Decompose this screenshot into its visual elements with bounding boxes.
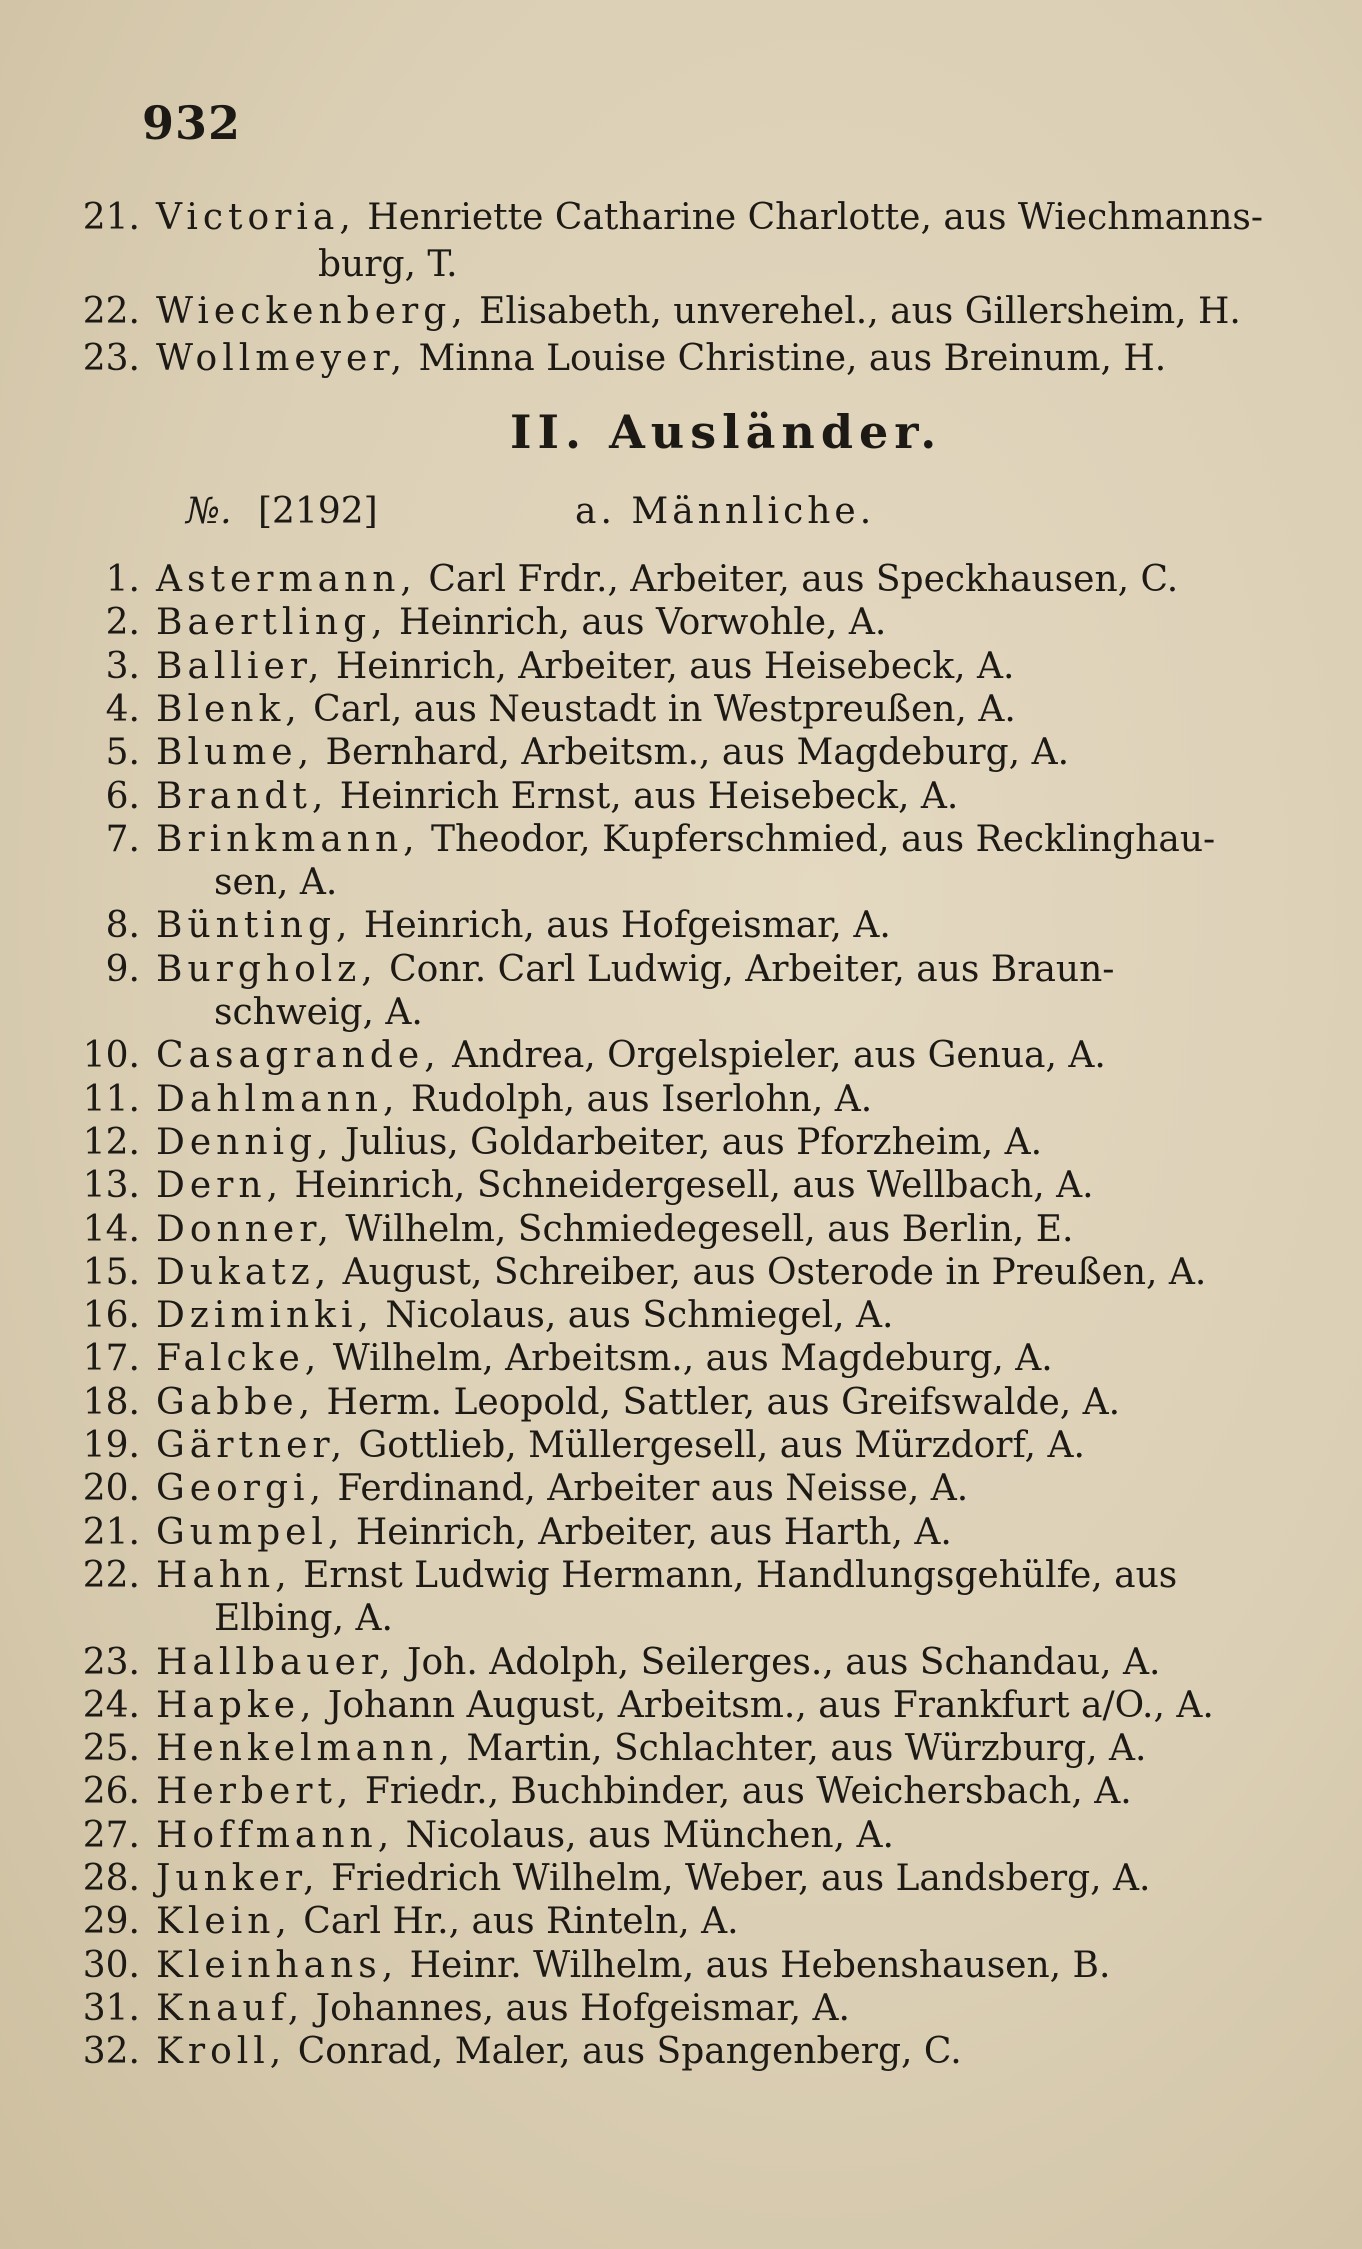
entry-number: 5. <box>105 732 140 774</box>
entry-name: Hoffmann, <box>156 1814 395 1856</box>
list-item <box>62 948 1114 992</box>
list-item <box>62 1511 952 1555</box>
entry-number: 32. <box>82 2031 140 2073</box>
entry-details: Heinrich, Arbeiter, aus Harth, A. <box>344 1511 952 1553</box>
entry-name: Hapke, <box>156 1684 317 1726</box>
list-item <box>62 337 1166 381</box>
list-item <box>62 645 1014 689</box>
list-item <box>62 1294 894 1338</box>
entry-name: Donner, <box>156 1208 334 1250</box>
list-item <box>62 1641 1160 1685</box>
entry-details: Theodor, Kupferschmied, aus Recklinghau- <box>419 818 1216 860</box>
entry-continuation: sen, A. <box>214 862 338 904</box>
entry-details: Heinrich, aus Vorwohle, A. <box>387 602 887 644</box>
entry-name: Gumpel, <box>156 1511 345 1553</box>
entry-details: Heinrich, Arbeiter, aus Heisebeck, A. <box>324 645 1015 687</box>
entry-details: Conr. Carl Ludwig, Arbeiter, aus Braun- <box>377 948 1115 990</box>
list-item <box>62 1467 968 1511</box>
entry-number: 30. <box>82 1944 140 1986</box>
entry-number: 24. <box>82 1684 140 1726</box>
entry-number: 6. <box>105 775 140 817</box>
entry-name: Dukatz, <box>156 1251 332 1293</box>
entry-number: 21. <box>82 197 140 238</box>
list-item <box>62 1208 1074 1252</box>
entry-number: 10. <box>82 1035 140 1077</box>
list-item <box>62 1900 739 1944</box>
list-item <box>62 1251 1206 1295</box>
entry-name: Dziminki, <box>156 1295 374 1337</box>
list-item <box>62 1727 1147 1771</box>
entry-number: 21. <box>82 1511 140 1553</box>
entry-continuation: Elbing, A. <box>214 1598 393 1640</box>
entry-continuation: schweig, A. <box>214 992 423 1033</box>
entry-details: Friedr., Buchbinder, aus Weichersbach, A. <box>353 1771 1132 1813</box>
entry-details: Ferdinand, Arbeiter aus Neisse, A. <box>325 1468 969 1510</box>
list-item <box>62 775 958 819</box>
list-item <box>62 1121 1042 1165</box>
entry-number: 13. <box>82 1165 140 1207</box>
entry-name: Victoria, <box>156 197 356 238</box>
entry-number: 31. <box>82 1987 140 2029</box>
entry-details: Ernst Ludwig Hermann, Handlungsgehülfe, aus <box>291 1554 1178 1596</box>
page-number: 932 <box>142 96 242 150</box>
entry-number: 9. <box>105 948 140 990</box>
entry-details: Johannes, aus Hofgeismar, A. <box>304 1987 850 2029</box>
entry-number: 3. <box>105 645 140 687</box>
entry-details: Julius, Goldarbeiter, aus Pforzheim, A. <box>333 1121 1043 1163</box>
list-item <box>62 290 1241 334</box>
entry-details: Minna Louise Christine, aus Breinum, H. <box>407 338 1167 379</box>
entry-details: Conrad, Maler, aus Spangenberg, C. <box>286 2031 962 2073</box>
entry-name: Dahlmann, <box>156 1078 400 1120</box>
list-item <box>62 731 1069 775</box>
entry-name: Wieckenberg, <box>156 291 468 332</box>
entry-details: Nicolaus, aus Schmiegel, A. <box>373 1295 894 1337</box>
entry-name: Casagrande, <box>156 1035 441 1077</box>
entry-details: Heinrich, aus Hofgeismar, A. <box>352 905 891 947</box>
list-item <box>62 1381 1120 1425</box>
list-item <box>62 1034 1106 1078</box>
list-item <box>62 1164 1094 1208</box>
entry-number: 22. <box>82 1554 140 1596</box>
entry-name: Blume, <box>156 732 315 774</box>
subheader-number-sign: №. <box>186 491 232 532</box>
entry-details: Nicolaus, aus München, A. <box>394 1814 894 1856</box>
entry-number: 23. <box>82 1641 140 1683</box>
subheader-id: [2192] <box>258 491 378 532</box>
entry-name: Ballier, <box>156 645 325 687</box>
entry-details: Johann August, Arbeitsm., aus Frankfurt a/O., A. <box>316 1684 1214 1726</box>
list-item <box>62 1944 1110 1988</box>
entry-name: Gabbe, <box>156 1381 316 1423</box>
entry-name: Kleinhans, <box>156 1944 399 1986</box>
entry-details: Carl, aus Neustadt in Westpreußen, A. <box>301 688 1016 730</box>
entry-name: Bünting, <box>156 905 353 947</box>
entry-number: 11. <box>82 1078 140 1120</box>
entry-details: Bernhard, Arbeitsm., aus Magdeburg, A. <box>314 732 1070 774</box>
entry-details: Friedrich Wilhelm, Weber, aus Landsberg, A. <box>319 1858 1151 1899</box>
entry-number: 7. <box>105 818 140 860</box>
entry-number: 26. <box>82 1771 140 1813</box>
list-item <box>62 1684 1214 1728</box>
entry-details: Carl Frdr., Arbeiter, aus Speckhausen, C. <box>416 559 1179 600</box>
entry-details: Heinrich Ernst, aus Heisebeck, A. <box>328 775 959 817</box>
entry-name: Georgi, <box>156 1468 326 1510</box>
entry-number: 4. <box>105 688 140 730</box>
entry-details: Joh. Adolph, Seilerges., aus Schandau, A. <box>395 1641 1161 1683</box>
entry-name: Kroll, <box>156 2031 287 2073</box>
entry-details: Wilhelm, Schmiedegesell, aus Berlin, E. <box>333 1208 1074 1250</box>
entry-number: 20. <box>82 1468 140 1510</box>
entry-details: Elisabeth, unverehel., aus Gillersheim, H. <box>467 291 1241 332</box>
list-item <box>62 1078 872 1122</box>
section-title: II. Ausländer. <box>510 405 943 459</box>
entry-name: Gärtner, <box>156 1425 348 1466</box>
entry-name: Brandt, <box>156 775 329 817</box>
entry-number: 16. <box>82 1295 140 1337</box>
entry-name: Hahn, <box>156 1554 292 1596</box>
entry-details: Henriette Catharine Charlotte, aus Wiechmanns- <box>355 197 1264 238</box>
entry-number: 1. <box>105 559 140 600</box>
entry-details: Gottlieb, Müllergesell, aus Mürzdorf, A. <box>347 1425 1085 1466</box>
entry-details: Martin, Schlachter, aus Würzburg, A. <box>454 1728 1147 1770</box>
entry-number: 8. <box>105 905 140 947</box>
list-item <box>62 1814 894 1858</box>
list-item <box>62 688 1016 732</box>
list-item <box>62 601 886 645</box>
list-item <box>62 1424 1085 1468</box>
list-item <box>62 1337 1053 1381</box>
entry-continuation: burg, T. <box>318 244 458 285</box>
entry-number: 18. <box>82 1381 140 1423</box>
entry-name: Dern, <box>156 1165 284 1207</box>
list-item <box>62 196 1263 240</box>
entry-details: Wilhelm, Arbeitsm., aus Magdeburg, A. <box>321 1338 1053 1380</box>
entry-name: Hallbauer, <box>156 1641 396 1683</box>
entry-number: 29. <box>82 1901 140 1943</box>
list-item <box>62 2030 962 2074</box>
entry-number: 25. <box>82 1728 140 1770</box>
entry-number: 2. <box>105 602 140 644</box>
entry-number: 12. <box>82 1121 140 1163</box>
entry-number: 19. <box>82 1425 140 1466</box>
entry-name: Junker, <box>156 1858 320 1899</box>
entry-name: Dennig, <box>156 1121 334 1163</box>
entry-details: Rudolph, aus Iserlohn, A. <box>399 1078 873 1120</box>
entry-name: Burgholz, <box>156 948 378 990</box>
entry-details: Heinr. Wilhelm, aus Hebenshausen, B. <box>398 1944 1111 1986</box>
subheader-title: a. Männliche. <box>575 491 876 532</box>
list-item <box>62 818 1215 862</box>
list-item <box>62 1770 1132 1814</box>
entry-name: Knauf, <box>156 1987 305 2029</box>
entry-details: Andrea, Orgelspieler, aus Genua, A. <box>440 1035 1106 1077</box>
entry-name: Klein, <box>156 1901 292 1943</box>
entry-name: Henkelmann, <box>156 1728 455 1770</box>
entry-details: August, Schreiber, aus Osterode in Preußen, A. <box>331 1251 1207 1293</box>
list-item <box>62 558 1178 602</box>
list-item <box>62 1554 1177 1598</box>
list-item <box>62 904 891 948</box>
entry-number: 22. <box>82 291 140 332</box>
entry-number: 15. <box>82 1251 140 1293</box>
entry-number: 27. <box>82 1814 140 1856</box>
entry-name: Brinkmann, <box>156 818 420 860</box>
entry-details: Heinrich, Schneidergesell, aus Wellbach, A. <box>283 1165 1094 1207</box>
list-item <box>62 1987 850 2031</box>
list-item <box>62 1857 1151 1901</box>
entry-number: 14. <box>82 1208 140 1250</box>
entry-name: Falcke, <box>156 1338 322 1380</box>
entry-details: Herm. Leopold, Sattler, aus Greifswalde, A. <box>315 1381 1121 1423</box>
entry-name: Blenk, <box>156 688 302 730</box>
entry-number: 17. <box>82 1338 140 1380</box>
entry-name: Herbert, <box>156 1771 354 1813</box>
entry-number: 28. <box>82 1858 140 1899</box>
entry-name: Baertling, <box>156 602 388 644</box>
entry-name: Astermann, <box>156 559 417 600</box>
entry-name: Wollmeyer, <box>156 338 408 379</box>
entry-number: 23. <box>82 338 140 379</box>
entry-details: Carl Hr., aus Rinteln, A. <box>291 1901 739 1943</box>
